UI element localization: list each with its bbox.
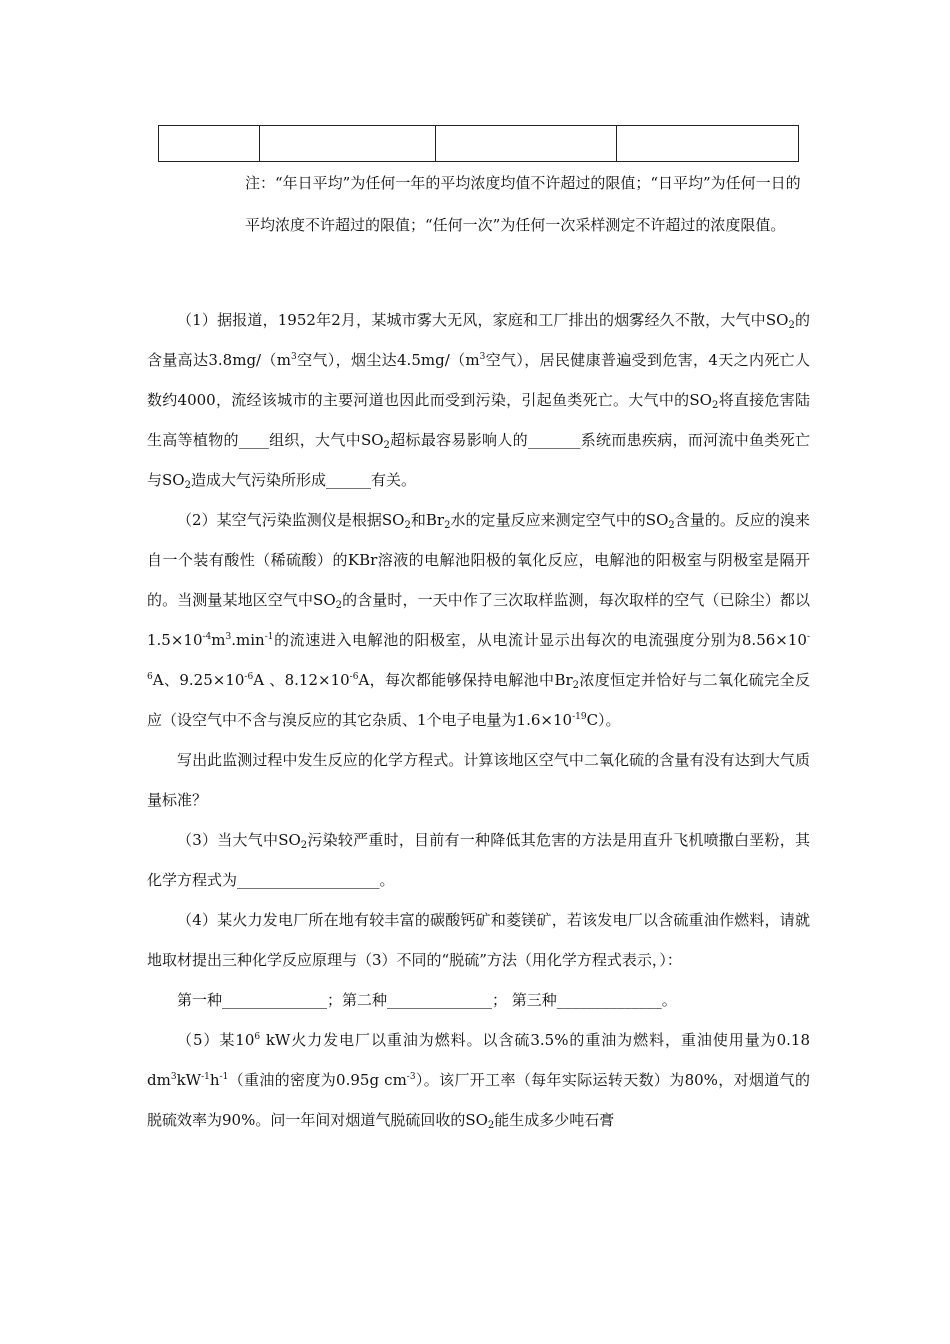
table-cell [436,126,617,162]
table-cell [260,126,436,162]
question-2-ask: 写出此监测过程中发生反应的化学方程式。计算该地区空气中二氧化硫的含量有没有达到大气质量标准？ [147,751,810,809]
question-4: （4）某火力发电厂所在地有较丰富的碳酸钙矿和菱镁矿，若该发电厂以含硫重油作燃料，请就地取材提出三种化学反应原理与（3）不同的“脱硫”方法（用化学方程式表示，）： [147,911,810,969]
answer-second[interactable]: 第二种______________； [342,991,508,1009]
table-cell [617,126,799,162]
answer-first[interactable]: 第一种______________； [177,991,343,1009]
question-body [147,300,810,1140]
table-note: 注：“年日平均”为任何一年的平均浓度均值不许超过的限值；“日平均”为任何一日的平均浓度不许超过的限值；“任何一次”为任何一次采样测定不许超过的浓度限值。 [245,174,801,234]
answer-third[interactable]: 第三种______________。 [507,991,677,1009]
question-2: （2）某空气污染监测仪是根据$SO_2$和$Br_2$水的定量反应来测定空气中的$SO_2$含量的。反应的溴来自一个装有酸性（稀硫酸）的KBr溶液的电解池阳极的氧化反应，电解池的阳极室与阴极室是隔开的。当测量某地区空气中$SO_2$的含量时，一天中作了三次取样监测，每次取样的空气（已除尘）都以$1.5\times 10^{-4}m^3.\min^{-1}$的流速进入电解池的阳极室，从电流计显示出每次的电流强度分别为$8.56\times 10^{-6}A$、$9.25\times 10^{-6}A$ 、$8.12\times 10^{-6}A$，每次都能够保持电解池中$Br_2$浓度恒定并恰好与二氧化硫完全反应（设空气中不含与溴反应的其它杂质、1个电子电量为$1.6\times 10^{-19}C$）。 [147,511,810,729]
question-1: （1）据报道，1952年2月，某城市雾大无风，家庭和工厂排出的烟雾经久不散，大气中$SO_2$的含量高达$3.8mg/(m^3$空气），烟尘达$4.5mg/(m^3$空气），居民健康普遍受到危害，4天之内死亡人数约4000，流经该城市的主要河道也因此而受到污染，引起鱼类死亡。大气中的$SO_2$将直接危害陆生高等植物的____组织，大气中$SO_2$超标最容易影响人的_______系统而患疾病，而河流中鱼类死亡与$SO_2$造成大气污染所形成______有关。 [147,311,811,491]
question-4-answers [147,980,810,1020]
question-3: （3）当大气中$SO_2$污染较严重时，目前有一种降低其危害的方法是用直升飞机喷撒白垩粉，其化学方程式为___________________。 [147,831,810,889]
question-5: （5）某$10^6$ kW火力发电厂以重油为燃料。以含硫3.5%的重油为燃料，重油使用量为0.18 $dm^3kW^{-1}h^{-1}$（重油的密度为0.95g $cm^{-3}$）。该厂开工率（每年实际运转天数）为80%，对烟道气的脱硫效率为90%。问一年间对烟道气脱硫回收的$SO_2$能生成多少吨石膏 [147,1031,810,1131]
standards-table-bottom-row [158,125,799,162]
table-cell [159,126,260,162]
